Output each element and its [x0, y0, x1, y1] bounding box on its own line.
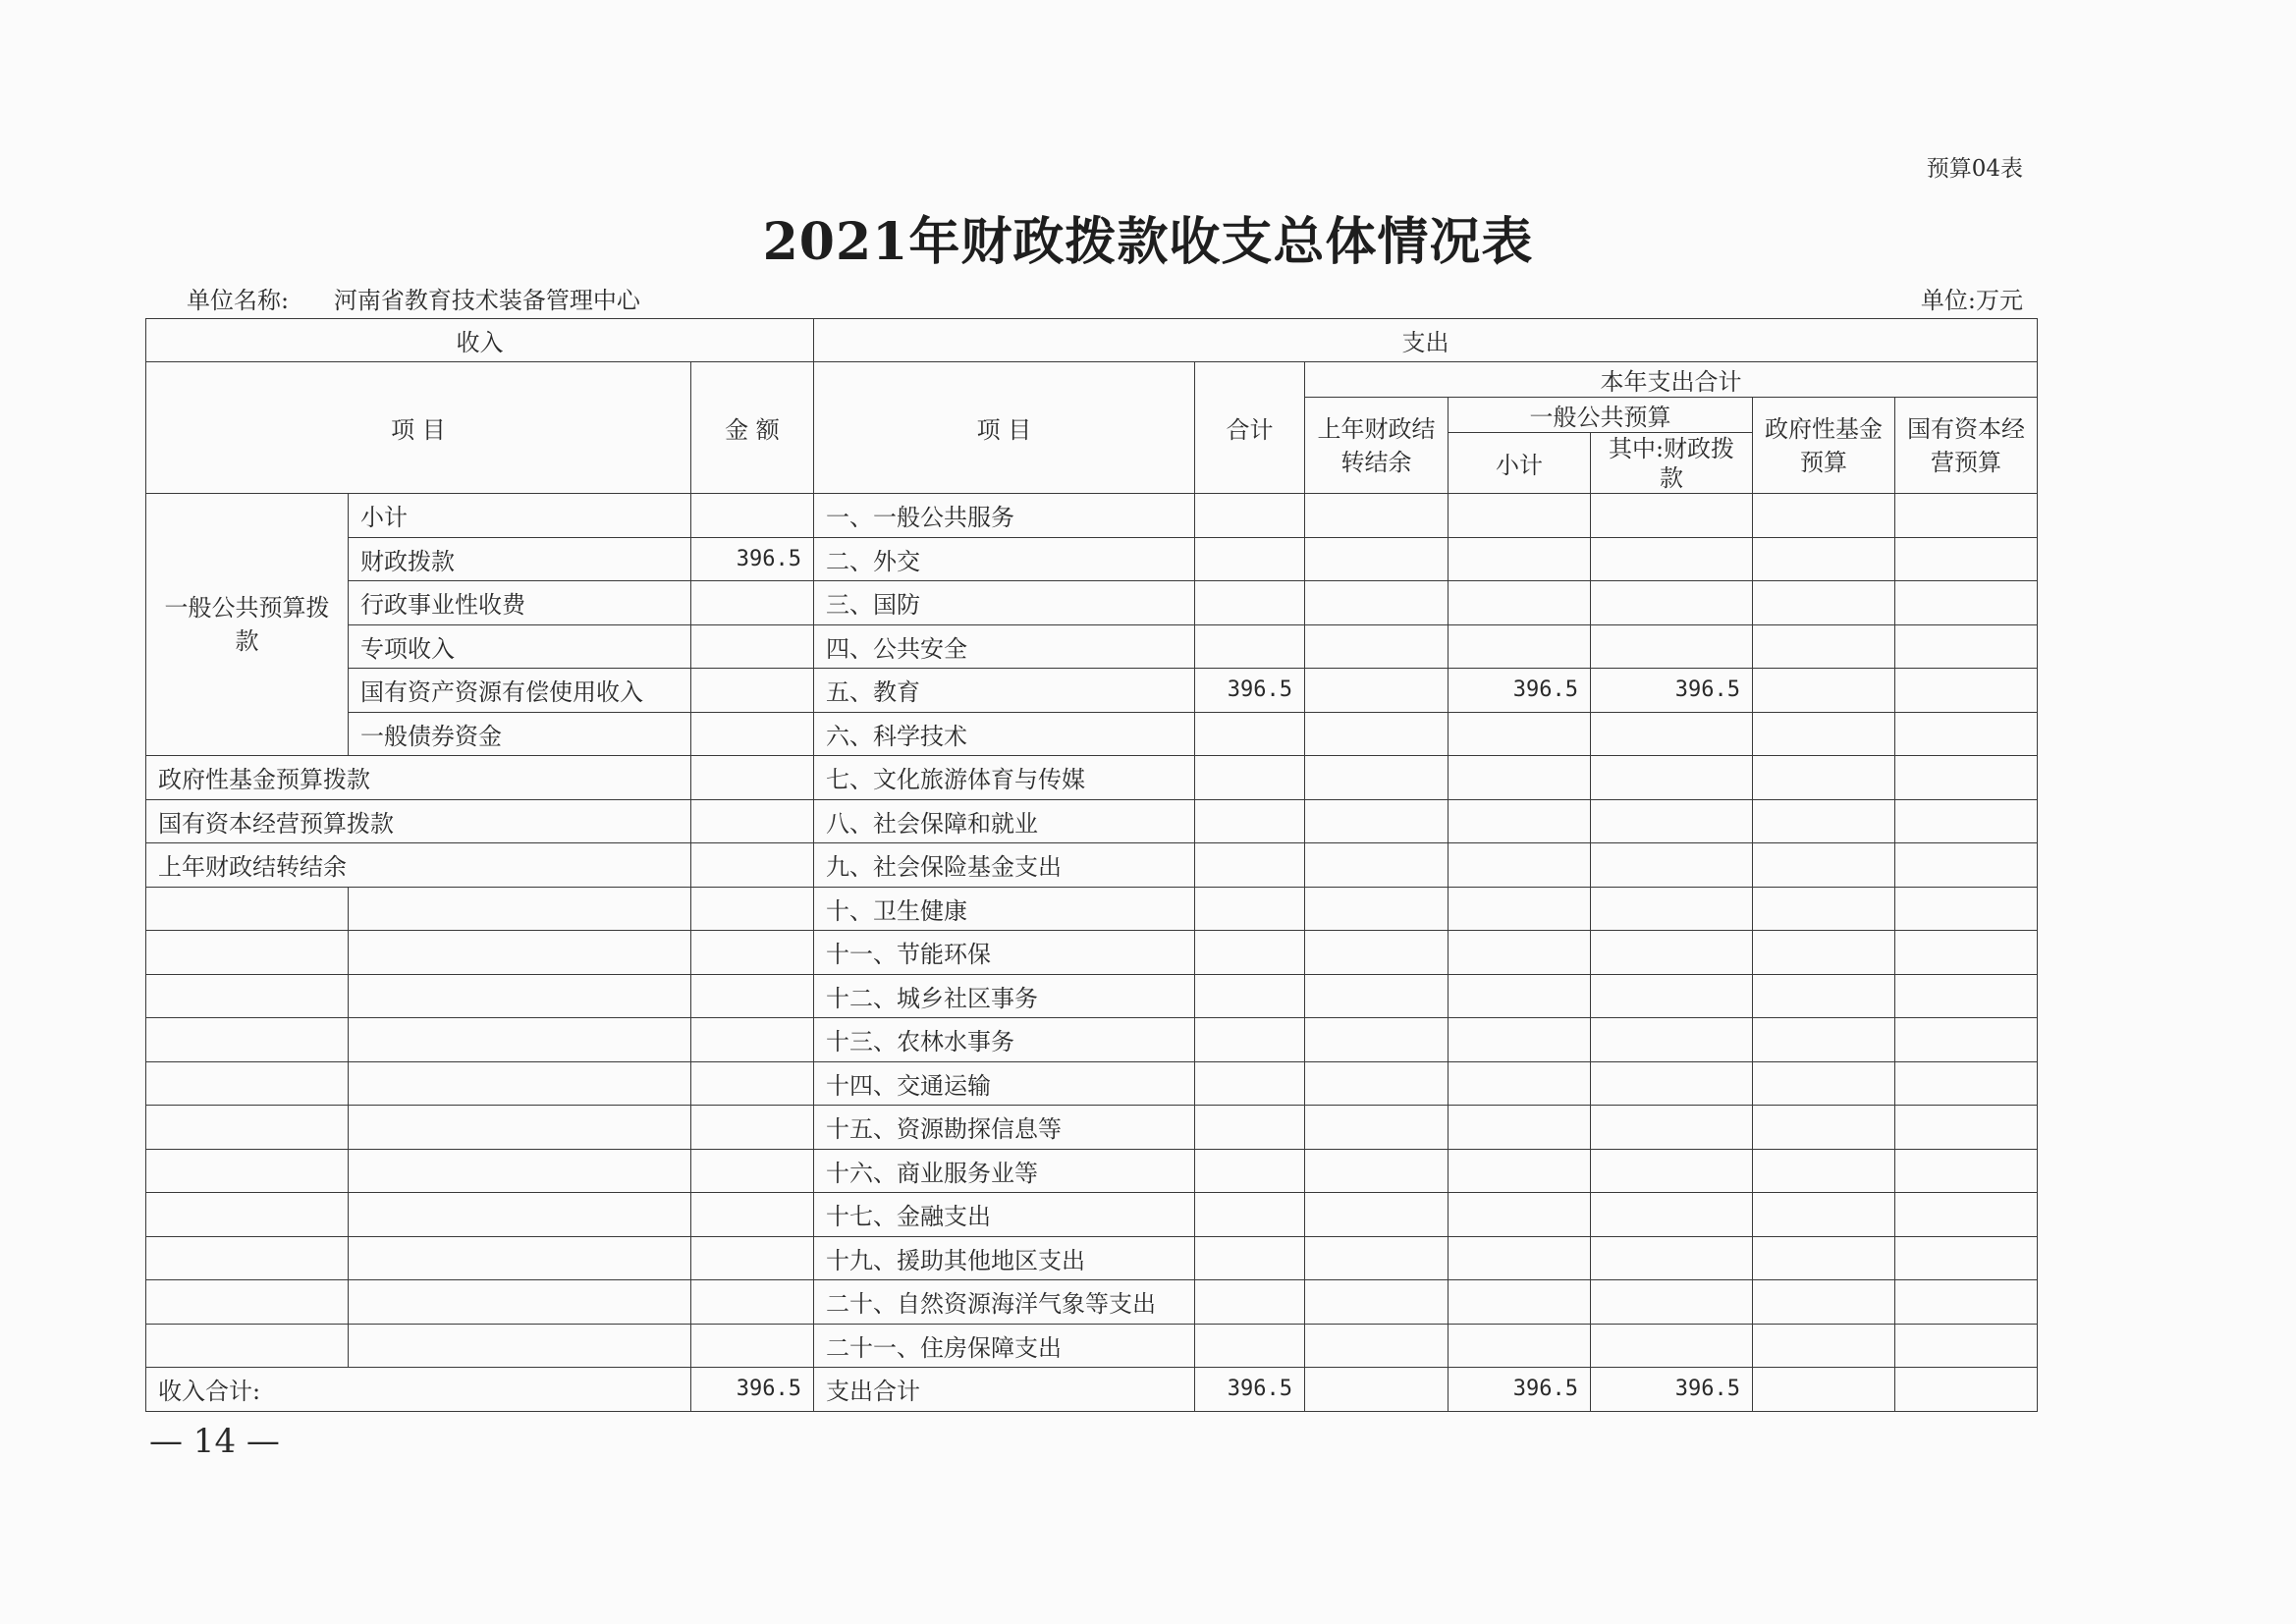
income-empty-cell: [691, 1106, 814, 1150]
expense-subtotal-cell: [1449, 1324, 1591, 1368]
table-row: [146, 1193, 2038, 1237]
expense-state-capital-cell: [1895, 1149, 2038, 1193]
expense-state-capital-cell: [1895, 537, 2038, 581]
income-empty-cell: [349, 1280, 691, 1325]
expense-state-capital-cell: [1895, 974, 2038, 1018]
expense-fiscal-cell: [1591, 974, 1753, 1018]
income-amount: [691, 494, 814, 538]
expense-item-label: 十一、节能环保: [814, 931, 1195, 975]
income-empty-cell: [349, 1236, 691, 1280]
totals-row: [146, 1368, 2038, 1412]
expense-gov-fund-cell: [1753, 494, 1895, 538]
expense-prev-carryover-cell: [1305, 931, 1449, 975]
expense-fiscal-cell: [1591, 1061, 1753, 1106]
expense-total-cell: [1195, 1324, 1305, 1368]
expense-total-cell: [1195, 1106, 1305, 1150]
expense-item-label: 十二、城乡社区事务: [814, 974, 1195, 1018]
expense-total-cell: [1195, 1280, 1305, 1325]
expense-item-label: 五、教育: [814, 669, 1195, 713]
expense-item-label: 二十一、住房保障支出: [814, 1324, 1195, 1368]
form-number: 预算04表: [1926, 156, 2023, 182]
income-empty-cell: [691, 931, 814, 975]
subtotal-header: 小计: [1449, 433, 1591, 494]
table-row: [146, 756, 2038, 800]
table-row: [146, 843, 2038, 888]
current-year-total-header: 本年支出合计: [1305, 362, 2038, 398]
expense-fiscal-cell: [1591, 494, 1753, 538]
expense-state-capital-cell: [1895, 669, 2038, 713]
expense-prev-carryover-cell: [1305, 669, 1449, 713]
table-row: [146, 494, 2038, 538]
gov-fund-budget-header: 政府性基金预算: [1753, 398, 1895, 494]
income-empty-cell: [349, 887, 691, 931]
expense-state-capital-cell: [1895, 1061, 2038, 1106]
expense-total-cell: [1195, 1149, 1305, 1193]
income-empty-cell: [691, 887, 814, 931]
income-item-label: 国有资产资源有偿使用收入: [349, 669, 691, 713]
income-empty-cell: [146, 1061, 349, 1106]
expense-gov-fund-cell: [1753, 756, 1895, 800]
income-empty-cell: [349, 1193, 691, 1237]
expense-subtotal-cell: [1449, 1236, 1591, 1280]
income-amount: [691, 581, 814, 625]
table-row: [146, 624, 2038, 669]
income-item-label: 行政事业性收费: [349, 581, 691, 625]
currency-unit: 单位:万元: [1920, 287, 2023, 314]
expense-item-label: 十六、商业服务业等: [814, 1149, 1195, 1193]
expense-total-cell: [1195, 1061, 1305, 1106]
expense-state-capital-cell: [1895, 1193, 2038, 1237]
expense-total-cell: [1195, 624, 1305, 669]
income-amount: 396.5: [691, 537, 814, 581]
expense-state-capital-cell: [1895, 494, 2038, 538]
income-empty-cell: [691, 1061, 814, 1106]
table-row: [146, 1149, 2038, 1193]
expense-subtotal-cell: [1449, 537, 1591, 581]
table-row: [146, 931, 2038, 975]
income-amount: [691, 712, 814, 756]
page-title: 2021年财政拨款收支总体情况表: [762, 212, 1534, 272]
income-empty-cell: [349, 1149, 691, 1193]
expense-prev-carryover-cell: [1305, 1368, 1449, 1412]
expense-prev-carryover-cell: [1305, 712, 1449, 756]
income-empty-cell: [691, 1149, 814, 1193]
income-item-label: 上年财政结转结余: [146, 843, 691, 888]
expense-gov-fund-cell: [1753, 1324, 1895, 1368]
expense-gov-fund-cell: [1753, 843, 1895, 888]
expense-item-label: 八、社会保障和就业: [814, 799, 1195, 843]
income-empty-cell: [691, 1193, 814, 1237]
table-row: [146, 669, 2038, 713]
expense-gov-fund-cell: [1753, 1106, 1895, 1150]
expense-subtotal-cell: [1449, 974, 1591, 1018]
expense-prev-carryover-cell: [1305, 537, 1449, 581]
expense-gov-fund-cell: [1753, 887, 1895, 931]
expense-fiscal-cell: [1591, 1324, 1753, 1368]
table-row: [146, 974, 2038, 1018]
expense-prev-carryover-cell: [1305, 1324, 1449, 1368]
expense-gov-fund-cell: [1753, 1236, 1895, 1280]
income-group-label: 一般公共预算拨款: [146, 494, 349, 756]
expense-prev-carryover-cell: [1305, 887, 1449, 931]
income-item-label: 小计: [349, 494, 691, 538]
expense-total-cell: [1195, 1236, 1305, 1280]
fiscal-allocation-header: 其中:财政拨款: [1591, 433, 1753, 494]
expense-state-capital-cell: [1895, 1368, 2038, 1412]
income-amount: [691, 799, 814, 843]
table-row: [146, 581, 2038, 625]
income-total-amount: 396.5: [691, 1368, 814, 1412]
income-empty-cell: [691, 974, 814, 1018]
income-item-label: 财政拨款: [349, 537, 691, 581]
expense-item-label: 六、科学技术: [814, 712, 1195, 756]
table-row: [146, 1280, 2038, 1325]
expense-state-capital-cell: [1895, 1018, 2038, 1062]
expense-subtotal-cell: [1449, 931, 1591, 975]
expense-fiscal-cell: [1591, 931, 1753, 975]
income-empty-cell: [146, 1324, 349, 1368]
expense-fiscal-cell: [1591, 581, 1753, 625]
expense-gov-fund-cell: [1753, 581, 1895, 625]
expense-fiscal-cell: [1591, 843, 1753, 888]
expense-total-cell: [1195, 581, 1305, 625]
expense-header: 支出: [814, 319, 2038, 362]
income-item-header: 项 目: [146, 362, 691, 494]
expense-gov-fund-cell: [1753, 1368, 1895, 1412]
expense-prev-carryover-cell: [1305, 756, 1449, 800]
income-empty-cell: [349, 1061, 691, 1106]
expense-prev-carryover-cell: [1305, 1193, 1449, 1237]
expense-gov-fund-cell: [1753, 712, 1895, 756]
expense-gov-fund-cell: [1753, 799, 1895, 843]
expense-gov-fund-cell: [1753, 1149, 1895, 1193]
budget-table: [145, 318, 2038, 1412]
expense-item-label: 四、公共安全: [814, 624, 1195, 669]
expense-fiscal-cell: [1591, 624, 1753, 669]
expense-prev-carryover-cell: [1305, 843, 1449, 888]
expense-gov-fund-cell: [1753, 931, 1895, 975]
expense-subtotal-cell: [1449, 494, 1591, 538]
income-empty-cell: [349, 931, 691, 975]
expense-state-capital-cell: [1895, 712, 2038, 756]
income-empty-cell: [146, 1193, 349, 1237]
expense-prev-carryover-cell: [1305, 624, 1449, 669]
unit-name-value: 河南省教育技术装备管理中心: [333, 287, 640, 314]
expense-item-label: 十五、资源勘探信息等: [814, 1106, 1195, 1150]
expense-total-cell: [1195, 843, 1305, 888]
expense-gov-fund-cell: [1753, 974, 1895, 1018]
expense-state-capital-cell: [1895, 843, 2038, 888]
table-row: [146, 1018, 2038, 1062]
expense-gov-fund-cell: [1753, 669, 1895, 713]
expense-fiscal-cell: [1591, 1193, 1753, 1237]
table-row: [146, 712, 2038, 756]
income-empty-cell: [349, 1324, 691, 1368]
expense-gov-fund-cell: [1753, 1193, 1895, 1237]
expense-subtotal-cell: [1449, 1018, 1591, 1062]
expense-gov-fund-cell: [1753, 1280, 1895, 1325]
expense-total-cell: 396.5: [1195, 1368, 1305, 1412]
expense-total-cell: 396.5: [1195, 669, 1305, 713]
table-row: [146, 799, 2038, 843]
income-empty-cell: [146, 887, 349, 931]
unit-name-label: 单位名称:: [187, 287, 290, 314]
expense-fiscal-cell: [1591, 1106, 1753, 1150]
expense-item-label: 十、卫生健康: [814, 887, 1195, 931]
expense-prev-carryover-cell: [1305, 1106, 1449, 1150]
header-row-2: [146, 362, 2038, 398]
expense-state-capital-cell: [1895, 887, 2038, 931]
expense-total-cell: [1195, 931, 1305, 975]
state-capital-budget-header: 国有资本经营预算: [1895, 398, 2038, 494]
expense-item-label: 三、国防: [814, 581, 1195, 625]
income-empty-cell: [349, 1018, 691, 1062]
income-amount: [691, 756, 814, 800]
expense-total-cell: [1195, 974, 1305, 1018]
expense-state-capital-cell: [1895, 624, 2038, 669]
expense-fiscal-cell: [1591, 756, 1753, 800]
expense-item-label: 十七、金融支出: [814, 1193, 1195, 1237]
income-amount: [691, 624, 814, 669]
table-row: [146, 1236, 2038, 1280]
expense-item-label: 七、文化旅游体育与传媒: [814, 756, 1195, 800]
expense-prev-carryover-cell: [1305, 1280, 1449, 1325]
general-public-budget-header: 一般公共预算: [1449, 398, 1753, 433]
expense-fiscal-cell: 396.5: [1591, 669, 1753, 713]
income-amount: [691, 843, 814, 888]
income-empty-cell: [691, 1236, 814, 1280]
expense-subtotal-cell: [1449, 1149, 1591, 1193]
table-row: [146, 887, 2038, 931]
expense-gov-fund-cell: [1753, 537, 1895, 581]
expense-fiscal-cell: [1591, 712, 1753, 756]
expense-prev-carryover-cell: [1305, 1018, 1449, 1062]
expense-state-capital-cell: [1895, 1280, 2038, 1325]
expense-item-label: 二、外交: [814, 537, 1195, 581]
expense-fiscal-cell: [1591, 1149, 1753, 1193]
page-number: — 14 —: [149, 1422, 280, 1461]
expense-subtotal-cell: [1449, 712, 1591, 756]
income-empty-cell: [146, 931, 349, 975]
expense-total-cell: [1195, 887, 1305, 931]
expense-gov-fund-cell: [1753, 1061, 1895, 1106]
expense-item-label: 一、一般公共服务: [814, 494, 1195, 538]
income-empty-cell: [146, 974, 349, 1018]
expense-prev-carryover-cell: [1305, 581, 1449, 625]
income-item-label: 政府性基金预算拨款: [146, 756, 691, 800]
expense-prev-carryover-cell: [1305, 1149, 1449, 1193]
income-header: 收入: [146, 319, 814, 362]
expense-subtotal-cell: [1449, 581, 1591, 625]
expense-total-cell: [1195, 537, 1305, 581]
expense-item-label: 十三、农林水事务: [814, 1018, 1195, 1062]
expense-item-label: 十九、援助其他地区支出: [814, 1236, 1195, 1280]
expense-prev-carryover-cell: [1305, 799, 1449, 843]
expense-fiscal-cell: [1591, 537, 1753, 581]
expense-subtotal-cell: [1449, 843, 1591, 888]
expense-subtotal-cell: [1449, 624, 1591, 669]
expense-total-cell: [1195, 494, 1305, 538]
expense-fiscal-cell: [1591, 1236, 1753, 1280]
prev-year-carryover-header: 上年财政结转结余: [1305, 398, 1449, 494]
income-empty-cell: [691, 1324, 814, 1368]
income-empty-cell: [691, 1280, 814, 1325]
expense-subtotal-cell: [1449, 887, 1591, 931]
unit-name-line: [187, 281, 640, 315]
expense-item-label: 二十、自然资源海洋气象等支出: [814, 1280, 1195, 1325]
expense-prev-carryover-cell: [1305, 1236, 1449, 1280]
income-total-label: 收入合计:: [146, 1368, 691, 1412]
table-row: [146, 1324, 2038, 1368]
expense-fiscal-cell: [1591, 1018, 1753, 1062]
expense-total-cell: [1195, 712, 1305, 756]
expense-item-label: 十四、交通运输: [814, 1061, 1195, 1106]
income-empty-cell: [146, 1280, 349, 1325]
income-empty-cell: [146, 1106, 349, 1150]
expense-state-capital-cell: [1895, 1236, 2038, 1280]
expense-total-header: 合计: [1195, 362, 1305, 494]
table-row: [146, 1061, 2038, 1106]
expense-fiscal-cell: [1591, 887, 1753, 931]
income-empty-cell: [146, 1236, 349, 1280]
expense-subtotal-cell: [1449, 1193, 1591, 1237]
expense-prev-carryover-cell: [1305, 974, 1449, 1018]
expense-item-header: 项 目: [814, 362, 1195, 494]
income-empty-cell: [349, 1106, 691, 1150]
income-empty-cell: [349, 974, 691, 1018]
expense-state-capital-cell: [1895, 1324, 2038, 1368]
expense-gov-fund-cell: [1753, 624, 1895, 669]
expense-total-cell: [1195, 1018, 1305, 1062]
expense-fiscal-cell: 396.5: [1591, 1368, 1753, 1412]
expense-fiscal-cell: [1591, 1280, 1753, 1325]
income-empty-cell: [146, 1018, 349, 1062]
expense-state-capital-cell: [1895, 931, 2038, 975]
expense-total-cell: [1195, 1193, 1305, 1237]
income-item-label: 专项收入: [349, 624, 691, 669]
expense-subtotal-cell: [1449, 1061, 1591, 1106]
expense-subtotal-cell: [1449, 756, 1591, 800]
expense-state-capital-cell: [1895, 581, 2038, 625]
expense-subtotal-cell: 396.5: [1449, 1368, 1591, 1412]
expense-item-label: 九、社会保险基金支出: [814, 843, 1195, 888]
income-item-label: 国有资本经营预算拨款: [146, 799, 691, 843]
income-empty-cell: [691, 1018, 814, 1062]
table-row: [146, 1106, 2038, 1150]
income-empty-cell: [146, 1149, 349, 1193]
expense-total-cell: [1195, 756, 1305, 800]
expense-gov-fund-cell: [1753, 1018, 1895, 1062]
expense-state-capital-cell: [1895, 756, 2038, 800]
expense-fiscal-cell: [1591, 799, 1753, 843]
expense-total-cell: [1195, 799, 1305, 843]
expense-subtotal-cell: [1449, 799, 1591, 843]
expense-subtotal-cell: [1449, 1280, 1591, 1325]
income-amount-header: 金 额: [691, 362, 814, 494]
expense-prev-carryover-cell: [1305, 1061, 1449, 1106]
expense-state-capital-cell: [1895, 1106, 2038, 1150]
expense-subtotal-cell: [1449, 1106, 1591, 1150]
income-amount: [691, 669, 814, 713]
expense-total-label: 支出合计: [814, 1368, 1195, 1412]
table-row: [146, 537, 2038, 581]
expense-state-capital-cell: [1895, 799, 2038, 843]
expense-prev-carryover-cell: [1305, 494, 1449, 538]
income-item-label: 一般债券资金: [349, 712, 691, 756]
header-row-1: [146, 319, 2038, 362]
expense-subtotal-cell: 396.5: [1449, 669, 1591, 713]
